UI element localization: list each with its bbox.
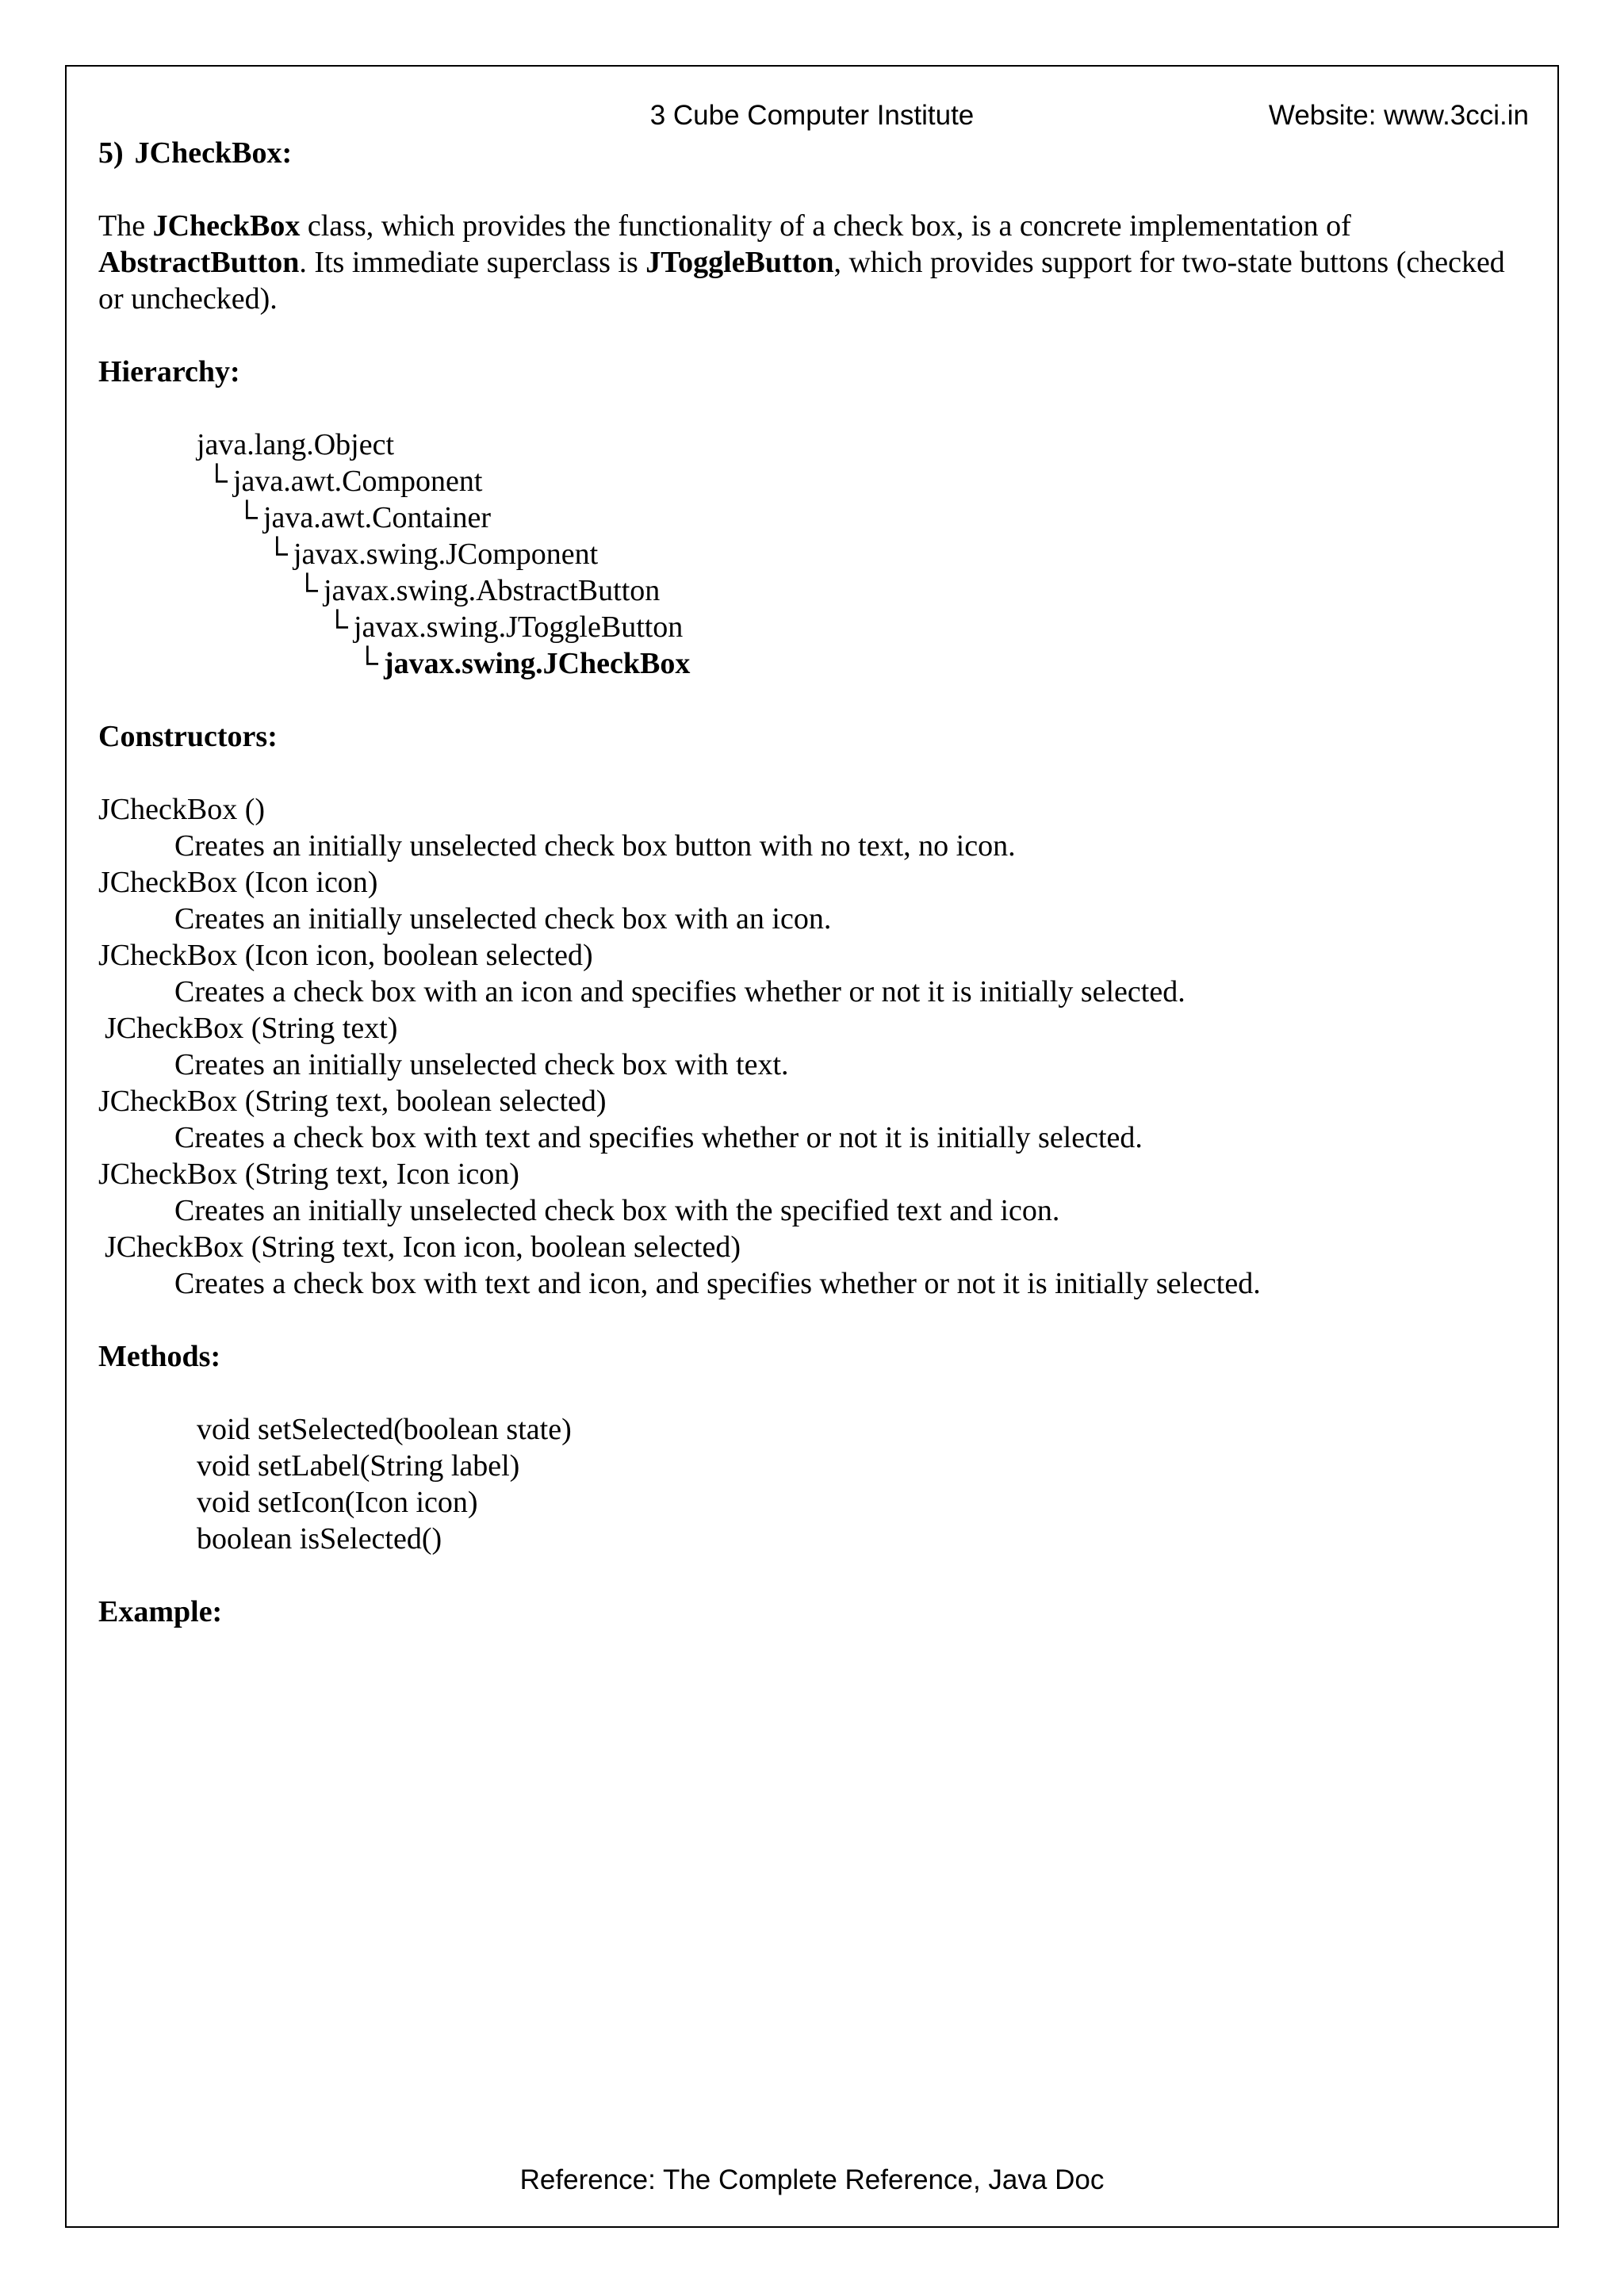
- constructor-description: Creates an initially unselected check box with an icon.: [174, 902, 832, 936]
- hierarchy-item-label: java.awt.Component: [233, 465, 483, 498]
- hierarchy-item-label: javax.swing.AbstractButton: [324, 574, 661, 607]
- hierarchy-item: [98, 463, 1526, 499]
- intro-bold-abstractbutton: AbstractButton: [98, 246, 300, 279]
- constructor-signature: JCheckBox (String text, boolean selected): [98, 1085, 607, 1118]
- hierarchy-item: [98, 572, 1526, 609]
- hierarchy-item-label: java.lang.Object: [197, 428, 395, 461]
- tree-branch-icon: └: [357, 647, 378, 680]
- tree-branch-icon: └: [206, 465, 228, 498]
- method-list: [98, 1411, 1526, 1557]
- hierarchy-heading: Hierarchy:: [98, 355, 240, 388]
- constructor-list: [98, 791, 1526, 1302]
- constructor-description: Creates an initially unselected check box button with no text, no icon.: [174, 829, 1016, 863]
- tree-branch-icon: └: [236, 501, 258, 534]
- intro-text-1: The: [98, 209, 153, 243]
- section-number: 5): [98, 136, 124, 170]
- constructor-description: Creates an initially unselected check box with the specified text and icon.: [174, 1194, 1060, 1227]
- intro-text-3: . Its immediate superclass is: [299, 246, 646, 279]
- section-title: [98, 135, 1526, 171]
- example-heading: Example:: [98, 1595, 223, 1628]
- constructor-description: Creates a check box with text and icon, and specifies whether or not it is initially selected.: [174, 1267, 1261, 1300]
- header-website: Website: www.3cci.in: [1268, 100, 1529, 131]
- constructor-description: Creates an initially unselected check box with text.: [174, 1048, 789, 1081]
- intro-bold-jcheckbox: JCheckBox: [152, 209, 301, 243]
- methods-heading: Methods:: [98, 1340, 221, 1373]
- constructor-signature: JCheckBox (String text, Icon icon, boolean selected): [105, 1230, 741, 1264]
- tree-branch-icon: └: [327, 610, 348, 644]
- constructor-description: Creates a check box with text and specifies whether or not it is initially selected.: [174, 1121, 1143, 1154]
- footer-reference: Reference: The Complete Reference, Java Doc: [519, 2164, 1105, 2195]
- main-content: [98, 135, 1526, 1630]
- constructor-signature: JCheckBox (): [98, 793, 266, 826]
- hierarchy-item: [98, 536, 1526, 572]
- intro-paragraph: [98, 208, 1526, 317]
- intro-text-4: , which provides support for two-state buttons (checked or unchecked).: [98, 246, 1505, 316]
- hierarchy-item-label: javax.swing.JToggleButton: [354, 610, 684, 644]
- method-item: boolean isSelected(): [197, 1522, 442, 1556]
- tree-branch-icon: └: [297, 574, 318, 607]
- section-title-text: JCheckBox:: [134, 136, 293, 170]
- constructor-signature: JCheckBox (Icon icon): [98, 866, 378, 899]
- intro-text-2: class, which provides the functionality of a check box, is a concrete implementation of: [300, 209, 1351, 243]
- method-item: void setIcon(Icon icon): [197, 1486, 478, 1519]
- hierarchy-item-label: javax.swing.JComponent: [293, 538, 599, 571]
- hierarchy-tree: [98, 427, 1526, 682]
- hierarchy-item-label: javax.swing.JCheckBox: [384, 647, 691, 680]
- constructor-signature: JCheckBox (String text): [105, 1012, 398, 1045]
- method-item: void setSelected(boolean state): [197, 1413, 572, 1446]
- hierarchy-item-current: [98, 645, 1526, 682]
- intro-bold-jtogglebutton: JToggleButton: [645, 246, 834, 279]
- hierarchy-item: [98, 609, 1526, 645]
- hierarchy-item: [98, 499, 1526, 536]
- header-institute: 3 Cube Computer Institute: [649, 100, 975, 131]
- hierarchy-item-label: java.awt.Container: [263, 501, 492, 534]
- tree-branch-icon: └: [266, 538, 288, 571]
- constructor-signature: JCheckBox (String text, Icon icon): [98, 1158, 519, 1191]
- hierarchy-item: [98, 427, 1526, 463]
- constructor-description: Creates a check box with an icon and specifies whether or not it is initially selected.: [174, 975, 1185, 1008]
- constructors-heading: Constructors:: [98, 720, 278, 753]
- method-item: void setLabel(String label): [197, 1449, 520, 1483]
- constructor-signature: JCheckBox (Icon icon, boolean selected): [98, 939, 593, 972]
